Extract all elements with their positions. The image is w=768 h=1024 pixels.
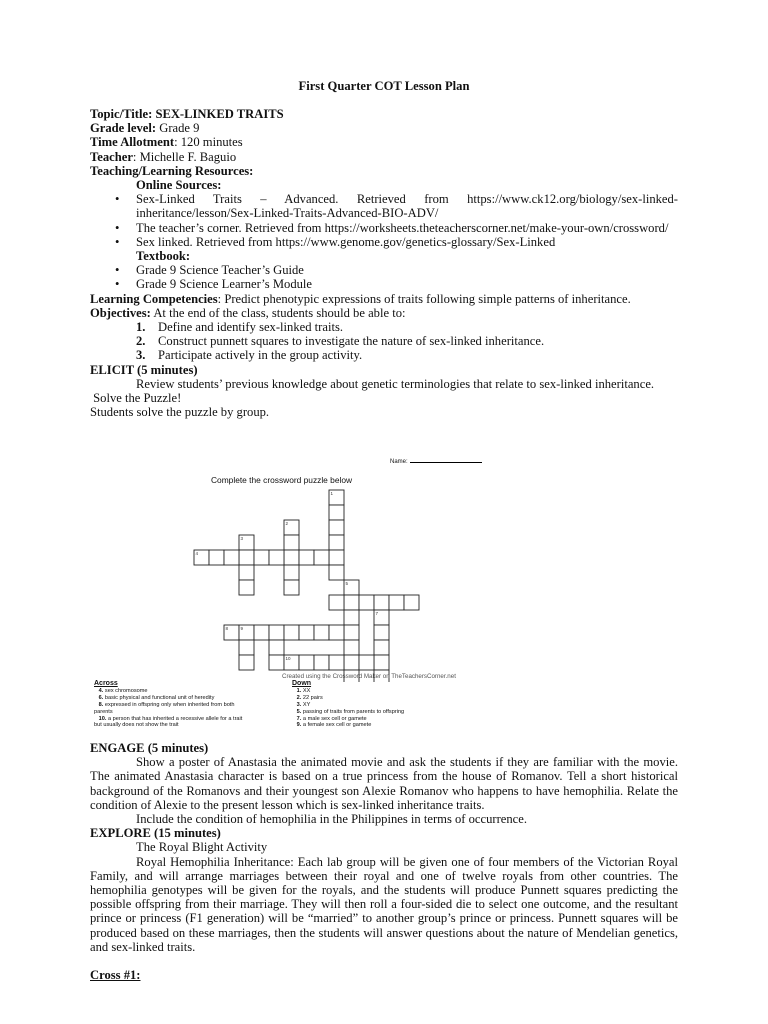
clue: 5. passing of traits from parents to offspring xyxy=(296,708,405,715)
crossword-cell xyxy=(209,550,224,565)
crossword-cell xyxy=(269,625,284,640)
crossword-cell xyxy=(389,595,404,610)
elicit-paragraph: Review students’ previous knowledge about genetic terminologies that relate to sex-linked inheritance. xyxy=(136,376,655,391)
explore-paragraph: Royal Hemophilia Inheritance: Each lab group will be given one of four members of the Victorian Royal Family, and will arrange marriages between their royal and one of twelve royals from other countries. The hemophilia genotypes will be given for the royals, and the students will produce Punnett squares predicting the possible offspring from their marriage. They will then roll a four-sided die to select one outcome, and the resultant prince or princess (F1 generation) will be “married” to another group’s prince or princess. Punnett squares will be produced based on these marriages, then the students will answer questions about the nature of Mendelian genetics, and sex-linked traits. xyxy=(90,854,678,954)
cell-number: 2 xyxy=(285,521,289,526)
crossword-cell xyxy=(314,550,329,565)
textbook-label: Textbook: xyxy=(136,249,191,264)
crossword-cell xyxy=(344,595,359,610)
crossword-grid xyxy=(90,452,520,682)
crossword-cell xyxy=(374,640,389,655)
engage-paragraph: Show a poster of Anastasia the animated movie and ask the students if they are familiar with the movie. The animated Anastasia character is based on a true princess from the house of Romanov. Tell a short historical background of the Romanovs and their youngest son Alexie Romanov who happens to have hemophilia. Relate the condition of Alexie to the present lesson which is sex-linked inheritance traits. xyxy=(90,755,678,812)
cell-number: 5 xyxy=(345,581,349,586)
down-label: Down xyxy=(292,680,312,687)
teacher-line: Teacher: Michelle F. Baguio xyxy=(90,149,237,164)
crossword-cell xyxy=(284,535,299,550)
crossword-cell xyxy=(299,625,314,640)
crossword-cell xyxy=(329,535,344,550)
crossword-cell xyxy=(284,625,299,640)
crossword-cell xyxy=(374,595,389,610)
engage-note: Include the condition of hemophilia in the Philippines in terms of occurrence. xyxy=(136,812,528,827)
cell-number: 3 xyxy=(240,536,244,541)
crossword-cell xyxy=(284,580,299,595)
clue: 9. a female sex cell or gamete xyxy=(296,722,372,729)
crossword-cell xyxy=(299,550,314,565)
crossword-cell xyxy=(344,625,359,640)
engage-heading: ENGAGE (5 minutes) xyxy=(90,741,209,755)
source-item: • The teacher’s corner. Retrieved from https://worksheets.theteacherscorner.net/make-your-own/crossword/ xyxy=(90,221,678,235)
cell-number: 9 xyxy=(240,626,244,631)
textbook-item: • Grade 9 Science Learner’s Module xyxy=(90,277,678,291)
crossword-cell xyxy=(329,505,344,520)
elicit-solve: Solve the Puzzle! xyxy=(93,391,182,406)
objectives-list xyxy=(90,320,678,363)
cell-number: 8 xyxy=(225,626,229,631)
objective-item: 2. Construct punnett squares to investigate the nature of sex-linked inheritance. xyxy=(136,334,545,349)
crossword-cell xyxy=(239,655,254,670)
explore-heading: EXPLORE (15 minutes) xyxy=(90,826,221,841)
clue: 1. XX xyxy=(296,687,311,694)
down-clues xyxy=(292,681,472,729)
across-clues xyxy=(94,681,294,729)
crossword-cell xyxy=(359,655,374,670)
crossword-cell xyxy=(284,565,299,580)
resources-heading: Teaching/Learning Resources: xyxy=(90,163,254,178)
crossword-cell xyxy=(269,640,284,655)
objective-item: 3. Participate actively in the group activity. xyxy=(136,348,363,363)
clue: 7. a male sex cell or gamete xyxy=(296,715,367,722)
time-line: Time Allotment: 120 minutes xyxy=(90,135,243,150)
crossword-cell xyxy=(269,655,284,670)
online-sources-list xyxy=(90,192,678,249)
cell-number: 7 xyxy=(375,611,379,616)
crossword-cell xyxy=(254,625,269,640)
crossword-cell xyxy=(239,580,254,595)
clue: 4. sex chromosome xyxy=(98,687,148,694)
crossword-cell xyxy=(329,655,344,670)
clue: 6. basic physical and functional unit of heredity xyxy=(98,694,215,701)
crossword-cell xyxy=(329,565,344,580)
crossword-figure xyxy=(90,452,520,742)
puzzle-credit: Created using the Crossword Maker on TheTeachersCorner.net xyxy=(282,673,456,680)
clue: parents xyxy=(94,708,113,715)
elicit-heading: ELICIT (5 minutes) xyxy=(90,362,198,377)
clue: 3. XY xyxy=(296,701,311,708)
puzzle-instruction: Complete the crossword puzzle below xyxy=(211,475,353,485)
textbook-item: • Grade 9 Science Teacher’s Guide xyxy=(90,263,678,277)
crossword-cell xyxy=(314,655,329,670)
clue: 10. a person that has inherited a recessive allele for a trait xyxy=(98,715,243,722)
grade-line: Grade level: Grade 9 xyxy=(90,121,200,136)
crossword-cell xyxy=(359,595,374,610)
objectives-line: Objectives: At the end of the class, students should be able to: xyxy=(90,305,406,320)
crossword-cell xyxy=(404,595,419,610)
crossword-cell xyxy=(239,640,254,655)
lesson-body xyxy=(90,741,678,982)
crossword-cell xyxy=(374,625,389,640)
page-title: First Quarter COT Lesson Plan xyxy=(298,79,470,93)
explore-activity-title: The Royal Blight Activity xyxy=(136,840,268,855)
source-item: • Sex linked. Retrieved from https://www.genome.gov/genetics-glossary/Sex-Linked xyxy=(90,235,678,249)
objective-item: 1. Define and identify sex-linked traits. xyxy=(136,320,344,335)
cell-number: 1 xyxy=(330,491,334,496)
crossword-cell xyxy=(329,625,344,640)
crossword-cell xyxy=(344,640,359,655)
competencies-line: Learning Competencies: Predict phenotypic expressions of traits following simple patterns of inheritance. xyxy=(90,291,631,306)
source-item: • Sex-Linked Traits – Advanced. Retrieved from https://www.ck12.org/biology/sex-linked-inheritance/lesson/Sex-Linked-Traits-Advanced-BIO-ADV/ xyxy=(90,192,678,220)
name-field: Name: xyxy=(390,459,482,465)
clue: 2. 22 pairs xyxy=(296,694,323,701)
cross-heading: Cross #1: xyxy=(90,968,141,983)
crossword-cell xyxy=(269,550,284,565)
crossword-cell xyxy=(224,550,239,565)
crossword-cell xyxy=(374,655,389,670)
clue: but usually does not show the trait xyxy=(94,722,179,729)
crossword-cell xyxy=(284,550,299,565)
online-sources-label: Online Sources: xyxy=(136,178,222,193)
cell-number: 4 xyxy=(195,551,199,556)
crossword-cell xyxy=(329,520,344,535)
crossword-cell xyxy=(239,550,254,565)
cell-number: 10 xyxy=(285,656,291,661)
clue: 8. expressed in offspring only when inherited from both xyxy=(98,701,235,708)
crossword-cell xyxy=(299,655,314,670)
across-label: Across xyxy=(94,680,118,687)
crossword-cell xyxy=(239,565,254,580)
elicit-group: Students solve the puzzle by group. xyxy=(90,405,270,420)
crossword-cell xyxy=(254,550,269,565)
topic-line: Topic/Title: SEX-LINKED TRAITS xyxy=(90,107,284,121)
crossword-cell xyxy=(329,550,344,565)
crossword-cell xyxy=(344,610,359,625)
crossword-cell xyxy=(344,655,359,670)
crossword-cell xyxy=(329,595,344,610)
crossword-cell xyxy=(314,625,329,640)
textbook-list xyxy=(90,263,678,291)
header-info xyxy=(90,107,678,419)
